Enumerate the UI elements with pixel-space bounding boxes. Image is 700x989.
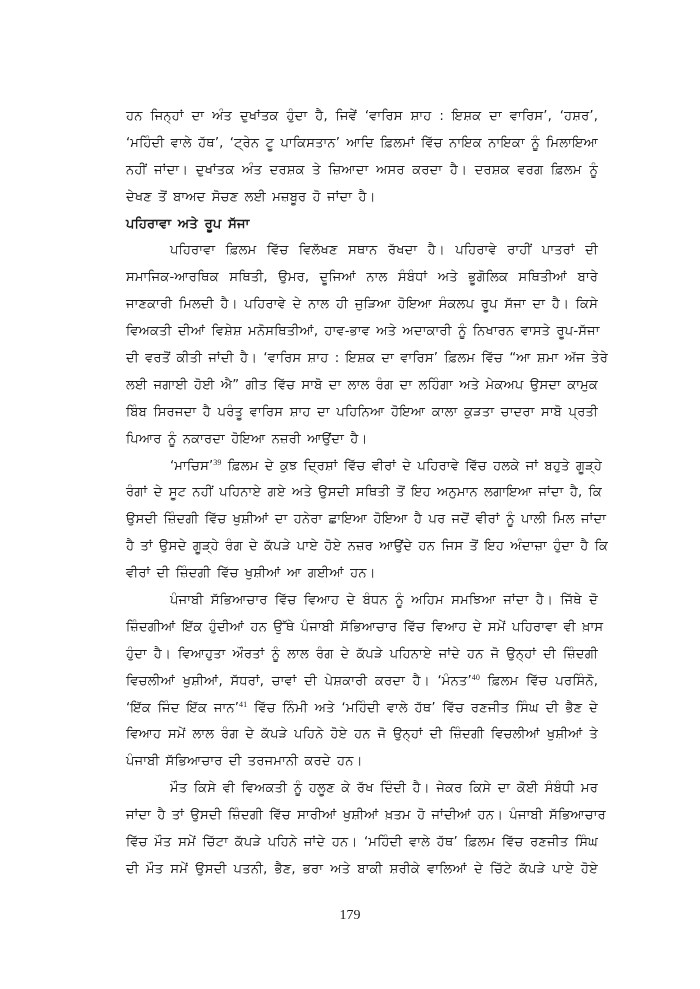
text-line: ਵਿਅਕਤੀ ਦੀਆਂ ਵਿਸ਼ੇਸ਼ ਮਨੋਸਥਿਤੀਆਂ, ਹਾਵ-ਭਾਵ ਅਤੇ ਅਦਾਕਾਰੀ ਨੂੰ ਨਿਖਾਰਨ ਵਾਸਤੇ ਰੂਪ-ਸੱਜਾ bbox=[126, 324, 600, 340]
footnote-marker[interactable]: 39 bbox=[213, 457, 222, 467]
body-text bbox=[126, 104, 609, 884]
text-line: ਦੇਖਣ ਤੋਂ ਬਾਅਦ ਸੋਚਣ ਲਈ ਮਜ਼ਬੂਰ ਹੋ ਜਾਂਦਾ ਹੈ। bbox=[126, 189, 376, 205]
text-line: ਹੈ ਤਾਂ ਉਸਦੇ ਗੂੜ੍ਹੇ ਰੰਗ ਦੇ ਕੱਪੜੇ ਪਾਏ ਹੋਏ ਨਜ਼ਰ ਆਉਂਦੇ ਹਨ ਜਿਸ ਤੋਂ ਇਹ ਅੰਦਾਜ਼ਾ ਹੁੰਦਾ ਹੈ ਕਿ bbox=[126, 539, 609, 555]
text-line: ‘ਇੱਕ ਜਿੰਦ ਇੱਕ ਜਾਨ’$^{41}$ ਵਿੱਚ ਨਿੰਮੀ ਅਤੇ ‘ਮਹਿੰਦੀ ਵਾਲੇ ਹੱਥ’ ਵਿੱਚ ਰਣਜੀਤ ਸਿੰਘ ਦੀ ਭੈਣ ਦੇ bbox=[126, 699, 598, 716]
text-line: ਵਿੱਚ ਮੌਤ ਸਮੇਂ ਚਿੱਟਾ ਕੱਪੜੇ ਪਹਿਨੇ ਜਾਂਦੇ ਹਨ। ‘ਮਹਿੰਦੀ ਵਾਲੇ ਹੱਥ’ ਫ਼ਿਲਮ ਵਿੱਚ ਰਣਜੀਤ ਸਿੰਘ bbox=[126, 835, 598, 851]
text-line: ਦੀ ਵਰਤੋਂ ਕੀਤੀ ਜਾਂਦੀ ਹੈ। ‘ਵਾਰਿਸ ਸ਼ਾਹ : ਇਸ਼ਕ ਦਾ ਵਾਰਿਸ’ ਫ਼ਿਲਮ ਵਿੱਚ “ਆ ਸ਼ਮਾ ਅੱਜ ਤੇਰੇ bbox=[126, 351, 608, 367]
text-line: ਹੁੰਦਾ ਹੈ। ਵਿਆਹੁਤਾ ਔਰਤਾਂ ਨੂੰ ਲਾਲ ਰੰਗ ਦੇ ਕੱਪੜੇ ਪਹਿਨਾਏ ਜਾਂਦੇ ਹਨ ਜੋ ਉਨ੍ਹਾਂ ਦੀ ਜ਼ਿੰਦਗੀ bbox=[126, 646, 598, 662]
page-number: 179 bbox=[339, 908, 361, 923]
paragraph-first-line: ਮੌਤ ਕਿਸੇ ਵੀ ਵਿਅਕਤੀ ਨੂੰ ਹਲੂਣ ਕੇ ਰੱਖ ਦਿੰਦੀ ਹੈ। ਜੇਕਰ ਕਿਸੇ ਦਾ ਕੋਈ ਸੰਬੰਧੀ ਮਰ bbox=[170, 781, 598, 797]
text-line: ਵਿਚਲੀਆਂ ਖੁਸ਼ੀਆਂ, ਸੱਧਰਾਂ, ਚਾਵਾਂ ਦੀ ਪੇਸ਼ਕਾਰੀ ਕਰਦਾ ਹੈ। ‘ਮੰਨਤ’$^{40}$ ਫ਼ਿਲਮ ਵਿੱਚ ਪਰਸਿੰਨੋ, bbox=[126, 672, 598, 689]
text-line: ਲਈ ਜਗਾਈ ਹੋਈ ਐ” ਗੀਤ ਵਿੱਚ ਸਾਬੋ ਦਾ ਲਾਲ ਰੰਗ ਦਾ ਲਹਿੰਗਾ ਅਤੇ ਮੇਕਅਪ ਉਸਦਾ ਕਾਮੁਕ bbox=[126, 377, 598, 393]
text-line: ਵੀਰਾਂ ਦੀ ਜ਼ਿੰਦਗੀ ਵਿੱਚ ਖੁਸ਼ੀਆਂ ਆ ਗਈਆਂ ਹਨ। bbox=[126, 566, 376, 582]
text-line: ਨਹੀਂ ਜਾਂਦਾ। ਦੁਖਾਂਤਕ ਅੰਤ ਦਰਸ਼ਕ ਤੇ ਜ਼ਿਆਦਾ ਅਸਰ ਕਰਦਾ ਹੈ। ਦਰਸ਼ਕ ਵਰਗ ਫ਼ਿਲਮ ਨੂੰ bbox=[126, 162, 598, 178]
paragraph-first-line: ਪੰਜਾਬੀ ਸੱਭਿਆਚਾਰ ਵਿੱਚ ਵਿਆਹ ਦੇ ਬੰਧਨ ਨੂੰ ਅਹਿਮ ਸਮਝਿਆ ਜਾਂਦਾ ਹੈ। ਜਿੱਥੇ ਦੋ bbox=[170, 593, 598, 609]
paragraph-first-line: ‘ਮਾਚਿਸ’$^{39}$ ਫ਼ਿਲਮ ਦੇ ਕੁਝ ਦ੍ਰਿਸ਼ਾਂ ਵਿੱਚ ਵੀਰਾਂ ਦੇ ਪਹਿਰਾਵੇ ਵਿੱਚ ਹਲਕੇ ਜਾਂ ਬਹੁਤੇ ਗੂੜ੍ਹੇ bbox=[170, 457, 603, 474]
text-line: ਪੰਜਾਬੀ ਸੱਭਿਆਚਾਰ ਦੀ ਤਰਜਮਾਨੀ ਕਰਦੇ ਹਨ। bbox=[126, 754, 363, 770]
footnote-marker[interactable]: 40 bbox=[471, 672, 480, 682]
text-line: ਸਮਾਜਿਕ-ਆਰਥਿਕ ਸਥਿਤੀ, ਉਮਰ, ਦੂਜਿਆਂ ਨਾਲ ਸੰਬੰਧਾਂ ਅਤੇ ਭੂਗੋਲਿਕ ਸਥਿਤੀਆਂ ਬਾਰੇ bbox=[126, 270, 598, 286]
text-line: ਉਸਦੀ ਜ਼ਿੰਦਗੀ ਵਿੱਚ ਖੁਸ਼ੀਆਂ ਦਾ ਹਨੇਰਾ ਛਾਇਆ ਹੋਇਆ ਹੈ ਪਰ ਜਦੋਂ ਵੀਰਾਂ ਨੂੰ ਪਾਲੀ ਮਿਲ ਜਾਂਦਾ bbox=[126, 512, 607, 528]
section-heading: ਪਹਿਰਾਵਾ ਅਤੇ ਰੂਪ ਸੱਜਾ bbox=[126, 216, 250, 232]
text-line: ਜ਼ਿੰਦਗੀਆਂ ਇੱਕ ਹੁੰਦੀਆਂ ਹਨ ਉੱਥੇ ਪੰਜਾਬੀ ਸੱਭਿਆਚਾਰ ਵਿੱਚ ਵਿਆਹ ਦੇ ਸਮੇਂ ਪਹਿਰਾਵਾ ਵੀ ਖ਼ਾਸ bbox=[126, 619, 604, 635]
text-line: ਜਾਣਕਾਰੀ ਮਿਲਦੀ ਹੈ। ਪਹਿਰਾਵੇ ਦੇ ਨਾਲ ਹੀ ਜੁੜਿਆ ਹੋਇਆ ਸੰਕਲਪ ਰੂਪ ਸੱਜਾ ਦਾ ਹੈ। ਕਿਸੇ bbox=[126, 297, 598, 313]
text-line: ਪਿਆਰ ਨੂੰ ਨਕਾਰਦਾ ਹੋਇਆ ਨਜ਼ਰੀ ਆਉਂਦਾ ਹੈ। bbox=[126, 431, 368, 447]
text-line: ਦੀ ਮੌਤ ਸਮੇਂ ਉਸਦੀ ਪਤਨੀ, ਭੈਣ, ਭਰਾ ਅਤੇ ਬਾਕੀ ਸ਼ਰੀਕੇ ਵਾਲਿਆਂ ਦੇ ਚਿੱਟੇ ਕੱਪੜੇ ਪਾਏ ਹੋਏ bbox=[126, 861, 598, 877]
text-line: ਹਨ ਜਿਨ੍ਹਾਂ ਦਾ ਅੰਤ ਦੁਖਾਂਤਕ ਹੁੰਦਾ ਹੈ, ਜਿਵੇਂ ‘ਵਾਰਿਸ ਸ਼ਾਹ : ਇਸ਼ਕ ਦਾ ਵਾਰਿਸ’, ‘ਹਸ਼ਰ’, bbox=[126, 109, 598, 124]
text-line: ਵਿਆਹ ਸਮੇਂ ਲਾਲ ਰੰਗ ਦੇ ਕੱਪੜੇ ਪਹਿਨੇ ਹੋਏ ਹਨ ਜੋ ਉਨ੍ਹਾਂ ਦੀ ਜ਼ਿੰਦਗੀ ਵਿਚਲੀਆਂ ਖੁਸ਼ੀਆਂ ਤੇ bbox=[126, 727, 598, 743]
footnote-marker[interactable]: 41 bbox=[239, 699, 248, 709]
text-line: ਬਿੰਬ ਸਿਰਜਦਾ ਹੈ ਪਰੰਤੂ ਵਾਰਿਸ ਸ਼ਾਹ ਦਾ ਪਹਿਨਿਆ ਹੋਇਆ ਕਾਲਾ ਕੁੜਤਾ ਚਾਦਰਾ ਸਾਬੋ ਪ੍ਰਤੀ bbox=[126, 404, 598, 420]
paragraph-first-line: ਪਹਿਰਾਵਾ ਫ਼ਿਲਮ ਵਿੱਚ ਵਿਲੱਖਣ ਸਥਾਨ ਰੱਖਦਾ ਹੈ। ਪਹਿਰਾਵੇ ਰਾਹੀਂ ਪਾਤਰਾਂ ਦੀ bbox=[170, 243, 598, 259]
text-line: ਜਾਂਦਾ ਹੈ ਤਾਂ ਉਸਦੀ ਜ਼ਿੰਦਗੀ ਵਿੱਚ ਸਾਰੀਆਂ ਖੁਸ਼ੀਆਂ ਖ਼ਤਮ ਹੋ ਜਾਂਦੀਆਂ ਹਨ। ਪੰਜਾਬੀ ਸੱਭਿਆਚਾਰ bbox=[126, 808, 606, 824]
text-line: ਰੰਗਾਂ ਦੇ ਸੂਟ ਨਹੀਂ ਪਹਿਨਾਏ ਗਏ ਅਤੇ ਉਸਦੀ ਸਥਿਤੀ ਤੋਂ ਇਹ ਅਨੁਮਾਨ ਲਗਾਇਆ ਜਾਂਦਾ ਹੈ, ਕਿ bbox=[126, 485, 602, 501]
text-line: ‘ਮਹਿੰਦੀ ਵਾਲੇ ਹੱਥ’, ‘ਟ੍ਰੇਨ ਟੂ ਪਾਕਿਸਤਾਨ’ ਆਦਿ ਫ਼ਿਲਮਾਂ ਵਿੱਚ ਨਾਇਕ ਨਾਇਕਾ ਨੂੰ ਮਿਲਾਇਆ bbox=[126, 135, 598, 151]
